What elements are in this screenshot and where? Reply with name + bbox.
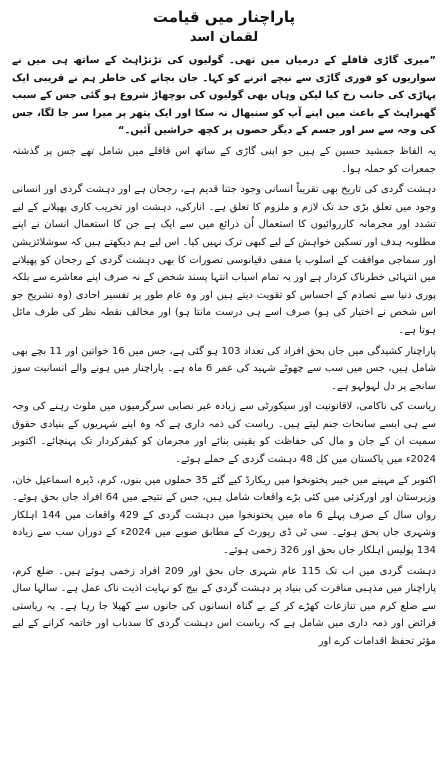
author-byline: لقمان اسد xyxy=(189,30,259,45)
october-attacks-paragraph: اکتوبر کے مہینے میں خیبر پختونخوا میں ریکارڈ کیے گئے 35 حملوں میں بنوں، کرم، ڈیرہ اسماعیل خان، وزیرستان اور اورکزئی میں کئی بڑے واقعات شامل ہیں، جس کے نتیجے میں 64 افراد جاں بحق ہوئے۔ رواں سال کے صرف پہلے 6 ماہ میں پختونخوا میں دہشت گردی کے 429 واقعات میں 144 اہلکار وشہری جاں بحق ہوئے۔ سی ٹی ڈی رپورٹ کے مطابق صوبے میں 2024ء کے دوران سب سے زیادہ 134 پولیس اہلکار جاں بحق اور 326 زخمی ہوئے۔ xyxy=(12,474,437,557)
attribution-paragraph: یہ الفاظ جمشید حسین کے ہیں جو اپنی گاڑی کے ساتھ اس قافلے میں شامل تھے جس پر گذشتہ جمعرات کو حملہ ہوا۔ xyxy=(12,145,436,175)
article-body xyxy=(12,52,436,651)
article-title: پاراچنار میں قیامت xyxy=(152,8,296,26)
opening-quote-paragraph: ”میری گاڑی قافلے کے درمیان میں تھی۔ گولیوں کی تڑتڑاہٹ کے ساتھ ہی میں نے سواریوں کو فوری گاڑی سے نیچے اترنے کو کہا۔ جان بچانے کی خاطر ہم نے قریبی ایک پہاڑی کی جانب رخ کیا لیکن وہاں بھی گولیوں کی بوچھاڑ شروع ہو گئی جس کے سبب گھبراہٹ کے باعث میں اپنے آپ کو سنبھال نہ سکا اور ایک پتھر پر میرا سر جا لگا، جس کی وجہ سے سر اور جسم کے دیگر حصوں پر کچھ خراشیں آئیں۔“ xyxy=(12,55,436,137)
state-failure-paragraph: ریاست کی ناکامی، لاقانونیت اور سیکورٹی سے زیادہ غیر نصابی سرگرمیوں میں ملوث رہنے کی وجہ سے ہی ایسے سانحات جنم لیتے ہیں۔ ریاست کی ذمہ داری ہے کہ وہ اپنے شہریوں کے بنیادی حقوق سمیت ان کے جان و مال کی حفاظت کو یقینی بنائے اور مجرمان کو کیفرکردار تک پہنچائے۔ اکتوبر 2024ء میں پاکستان میں کل 48 دہشت گردی کے حملے ہوئے۔ xyxy=(12,401,436,466)
terrorism-history-paragraph: دہشت گردی کی تاریخ بھی تقریباً انسانی وجود جتنا قدیم ہے، رجحان ہے اور دہشت گردی اور انسانی وجود میں تعلق بڑی حد تک لازم و ملزوم کا تعلق ہے۔ انارکی، دہشت اور تخریب کاری پھیلانے کے لیے تشدد اور مجرمانہ کارروائیوں کا استعمال اُن ذرائع میں سے ایک ہے جن کا استعمال انسان نے اپنے مطلوبہ ہدف اور تسکین خواہش کے لیے کبھی ترک نہیں کیا۔ اس لیے ہم دیکھتے ہیں کہ سوشلائزیشن اور سماجی موافقت کے اسلوب یا منفی دقیانوسی تصورات کا بھی دہشت گردی کے رجحان کو پھیلانے میں انتہائی خطرناک کردار ہے اور یہ تمام اسباب انتہا پسند شخص کے نہ صرف اپنے معاشرے سے بلکہ پوری دنیا سے تصادم کے احساس کو تقویت دیتے ہیں اور وہ عام طور پر تفسیر احادی (وہ تشریح جو اس شخص نے اختیار کی ہو) صرف اسے ہی درست مانتا ہو) اور مخالف نقطہ نظر کی طرف مائل ہوتا ہے۔ xyxy=(12,184,436,336)
kurram-paragraph: دہشت گردی میں اب تک 115 عام شہری جاں بحق اور 209 افراد زخمی ہوئے ہیں۔ ضلع کرم، پاراچنار میں مذہبی منافرت کی بنیاد پر دہشت گردی کے بیج کو نہایت اذیت ناک عمل ہے۔ سالہا سال سے ضلع کرم میں تنازعات کھڑے کر کے بے گناہ انسانوں کی جانوں سے کھیلا جا رہا ہے۔ یہ ریاستی فرائض اور ذمہ داری میں شامل ہے کہ ریاست اس دہشت گردی کا سدباب اور خاتمہ کرانے کے لیے مؤثر تحفظ اقدامات کرے اور xyxy=(12,565,436,647)
casualties-paragraph: پاراچنار کشیدگی میں جاں بحق افراد کی تعداد 103 ہو گئی ہے، جس میں 16 خواتین اور 11 بچے بھی شامل ہیں، جس میں سب سے چھوٹے شہید کی عمر 6 ماہ ہے۔ پاراچنار میں ہونے والے انسانیت سوز سانحے پر دل لہولہو ہے۔ xyxy=(12,345,437,392)
